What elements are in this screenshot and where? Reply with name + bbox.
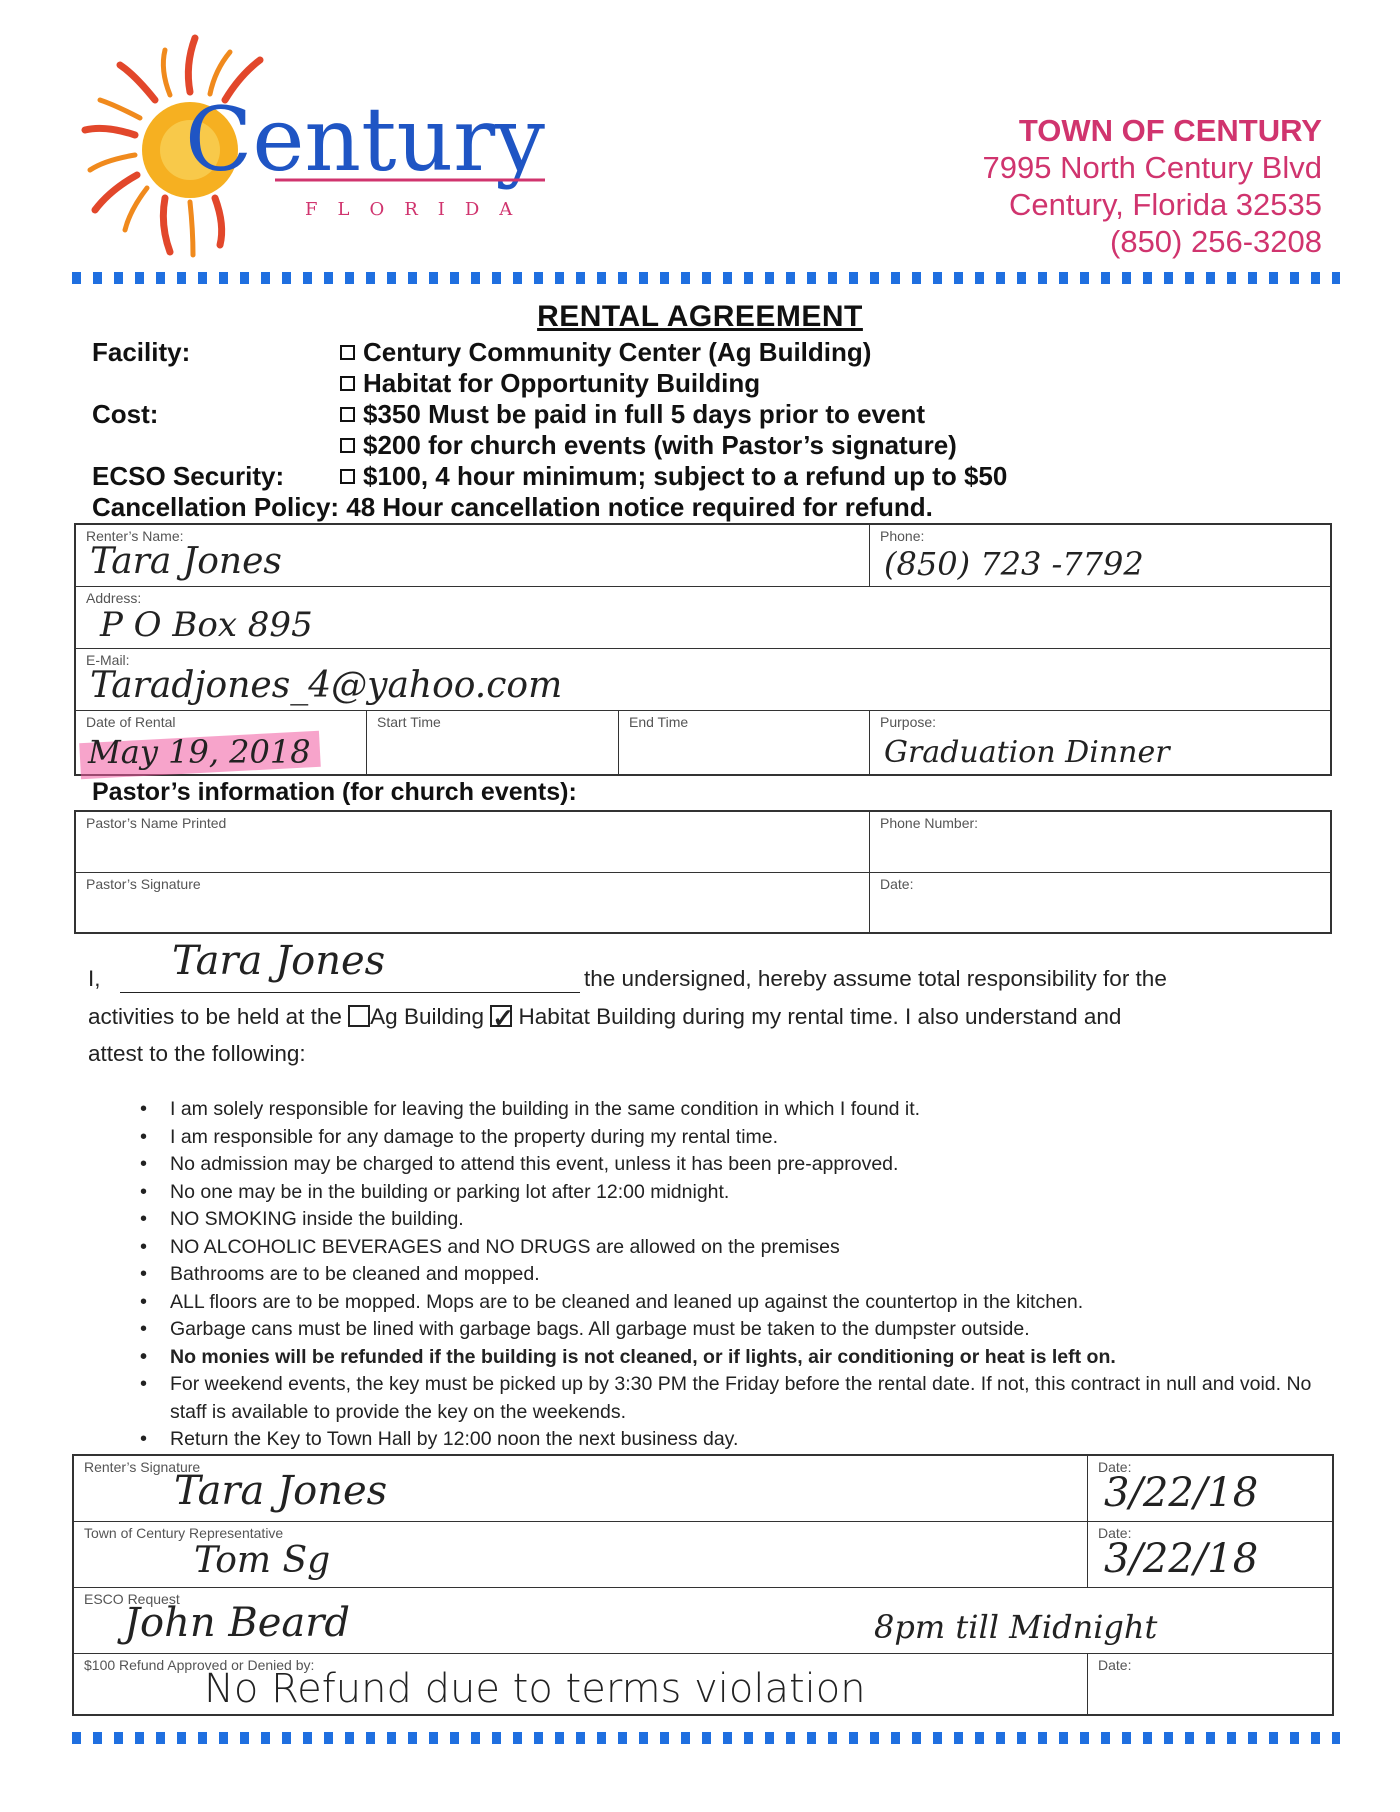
rep-signature-cell[interactable] [74,1522,1088,1588]
refund-note-value: No Refund due to terms violation [204,1666,866,1712]
rule-item: • NO ALCOHOLIC BEVERAGES and NO DRUGS are allowed on the premises [88,1234,1348,1262]
renter-signature-cell[interactable] [74,1456,1088,1522]
town-address [983,112,1322,260]
attest-line-2-text: activities to be held at the [88,1004,342,1029]
checkbox-icon[interactable] [340,469,355,484]
rule-item: • Return the Key to Town Hall by 12:00 noon the next business day. [88,1426,1348,1454]
attest-name-value: Tara Jones [172,938,386,984]
renter-info-table [74,523,1332,776]
renter-signature-value: Tara Jones [174,1468,388,1514]
refund-date-cell[interactable] [1088,1654,1334,1716]
attest-line-1: the undersigned, hereby assume total responsibility for the [584,966,1167,991]
facility-option-habitat[interactable]: Habitat for Opportunity Building [340,368,760,399]
refund-date-label: Date: [1098,1657,1132,1673]
ag-building-label: Ag Building [370,1004,485,1029]
renter-email-cell[interactable] [76,649,1332,711]
pastor-heading: Pastor’s information (for church events): [92,778,577,806]
esco-signature-value: John Beard [124,1600,350,1646]
pastor-date-cell[interactable] [870,873,1332,934]
rule-item: • No monies will be refunded if the building is not cleaned, or if lights, air conditioning or heat is left on. [88,1344,1348,1372]
end-time-label: End Time [629,714,689,730]
cost-option-church[interactable]: $200 for church events (with Pastor’s signature) [340,430,957,461]
habitat-building-checkbox[interactable] [490,1005,512,1027]
security-option[interactable]: $100, 4 hour minimum; subject to a refund up to $50 [340,461,1007,492]
attest-prefix: I, [88,966,101,991]
renter-address-label: Address: [86,590,142,606]
refund-cell[interactable] [74,1654,1088,1716]
checkbox-icon[interactable] [340,345,355,360]
top-divider [72,272,1340,284]
logo-wordmark: Century [185,88,545,191]
pastor-name-cell[interactable] [76,812,870,873]
habitat-building-label: Habitat Building during my rental time. I also understand and [518,1004,1122,1029]
pastor-phone-label: Phone Number: [880,815,979,831]
purpose-value: Graduation Dinner [884,735,1170,770]
logo-subtitle: FLORIDA [305,199,533,220]
renter-phone-value: (850) 723 -7792 [884,545,1144,583]
security-label: ECSO Security: [92,461,285,491]
renter-address-value: P O Box 895 [100,605,313,645]
start-time-label: Start Time [377,714,441,730]
rental-date-cell[interactable] [76,711,367,776]
renter-phone-cell[interactable] [870,525,1332,587]
attest-line-3: attest to the following: [88,1041,306,1066]
rep-signature-value: Tom Sg [194,1540,331,1581]
attest-line-2 [88,998,1121,1036]
cost-label: Cost: [92,399,159,429]
town-city: Century, Florida 32535 [1008,187,1322,222]
renter-date-label: Date: [1098,1459,1132,1475]
rule-item: • I am responsible for any damage to the property during my rental time. [88,1124,1348,1152]
rental-date-label: Date of Rental [86,714,176,730]
rep-date-cell[interactable] [1088,1522,1334,1588]
facility-option-ag[interactable]: Century Community Center (Ag Building) [340,337,871,368]
renter-name-label: Renter’s Name: [86,528,184,544]
purpose-cell[interactable] [870,711,1332,776]
town-phone: (850) 256-3208 [1110,224,1322,259]
rule-item: • No one may be in the building or parking lot after 12:00 midnight. [88,1179,1348,1207]
pastor-signature-label: Pastor’s Signature [86,876,201,892]
checkbox-icon[interactable] [340,376,355,391]
attest-name-line[interactable] [120,992,580,993]
rules-list [88,1096,1348,1454]
checkbox-icon[interactable] [340,407,355,422]
end-time-cell[interactable] [619,711,870,776]
pastor-name-label: Pastor’s Name Printed [86,815,227,831]
renter-phone-label: Phone: [880,528,925,544]
rep-date-value: 3/22/18 [1104,1536,1259,1582]
renter-email-label: E-Mail: [86,652,130,668]
rep-signature-label: Town of Century Representative [84,1525,284,1541]
pastor-signature-cell[interactable] [76,873,870,934]
rule-item: • Bathrooms are to be cleaned and mopped. [88,1261,1348,1289]
cancellation-policy: Cancellation Policy: 48 Hour cancellation notice required for refund. [92,492,933,522]
checkbox-icon[interactable] [340,438,355,453]
rule-item: • I am solely responsible for leaving the building in the same condition in which I found it. [88,1096,1348,1124]
renter-date-value: 3/22/18 [1104,1470,1259,1516]
purpose-label: Purpose: [880,714,937,730]
renter-email-value: Taradjones_4@yahoo.com [90,665,563,706]
ag-building-checkbox[interactable] [348,1005,370,1027]
renter-address-cell[interactable] [76,587,1332,649]
start-time-cell[interactable] [367,711,619,776]
renter-signature-label: Renter’s Signature [84,1459,201,1475]
rental-date-value: May 19, 2018 [88,733,311,771]
town-name: TOWN OF CENTURY [1018,113,1322,148]
town-street: 7995 North Century Blvd [982,150,1322,185]
rule-item: • For weekend events, the key must be picked up by 3:30 PM the Friday before the rental date. If not, this contract in null and void. No staff is available to provide the key on the weekends. [88,1371,1348,1426]
facility-label: Facility: [92,337,191,367]
refund-label: $100 Refund Approved or Denied by: [84,1657,315,1673]
pastor-phone-cell[interactable] [870,812,1332,873]
rep-date-label: Date: [1098,1525,1132,1541]
bottom-divider [72,1732,1340,1744]
renter-name-cell[interactable] [76,525,870,587]
esco-request-cell[interactable] [74,1588,1334,1654]
rule-item: • No admission may be charged to attend this event, unless it has been pre-approved. [88,1151,1348,1179]
rule-item: • ALL floors are to be mopped. Mops are to be cleaned and leaned up against the countertop in the kitchen. [88,1289,1348,1317]
pastor-date-label: Date: [880,876,914,892]
renter-date-cell[interactable] [1088,1456,1334,1522]
rule-item: • NO SMOKING inside the building. [88,1206,1348,1234]
cost-option-standard[interactable]: $350 Must be paid in full 5 days prior to event [340,399,925,430]
esco-note-value: 8pm till Midnight [874,1608,1158,1646]
pastor-info-table [74,810,1332,934]
century-logo [75,30,595,260]
renter-name-value: Tara Jones [90,541,282,582]
signature-table [72,1454,1334,1716]
rule-item: • Garbage cans must be lined with garbage bags. All garbage must be taken to the dumpster outside. [88,1316,1348,1344]
page-title: RENTAL AGREEMENT [537,300,863,333]
esco-request-label: ESCO Request [84,1591,180,1607]
